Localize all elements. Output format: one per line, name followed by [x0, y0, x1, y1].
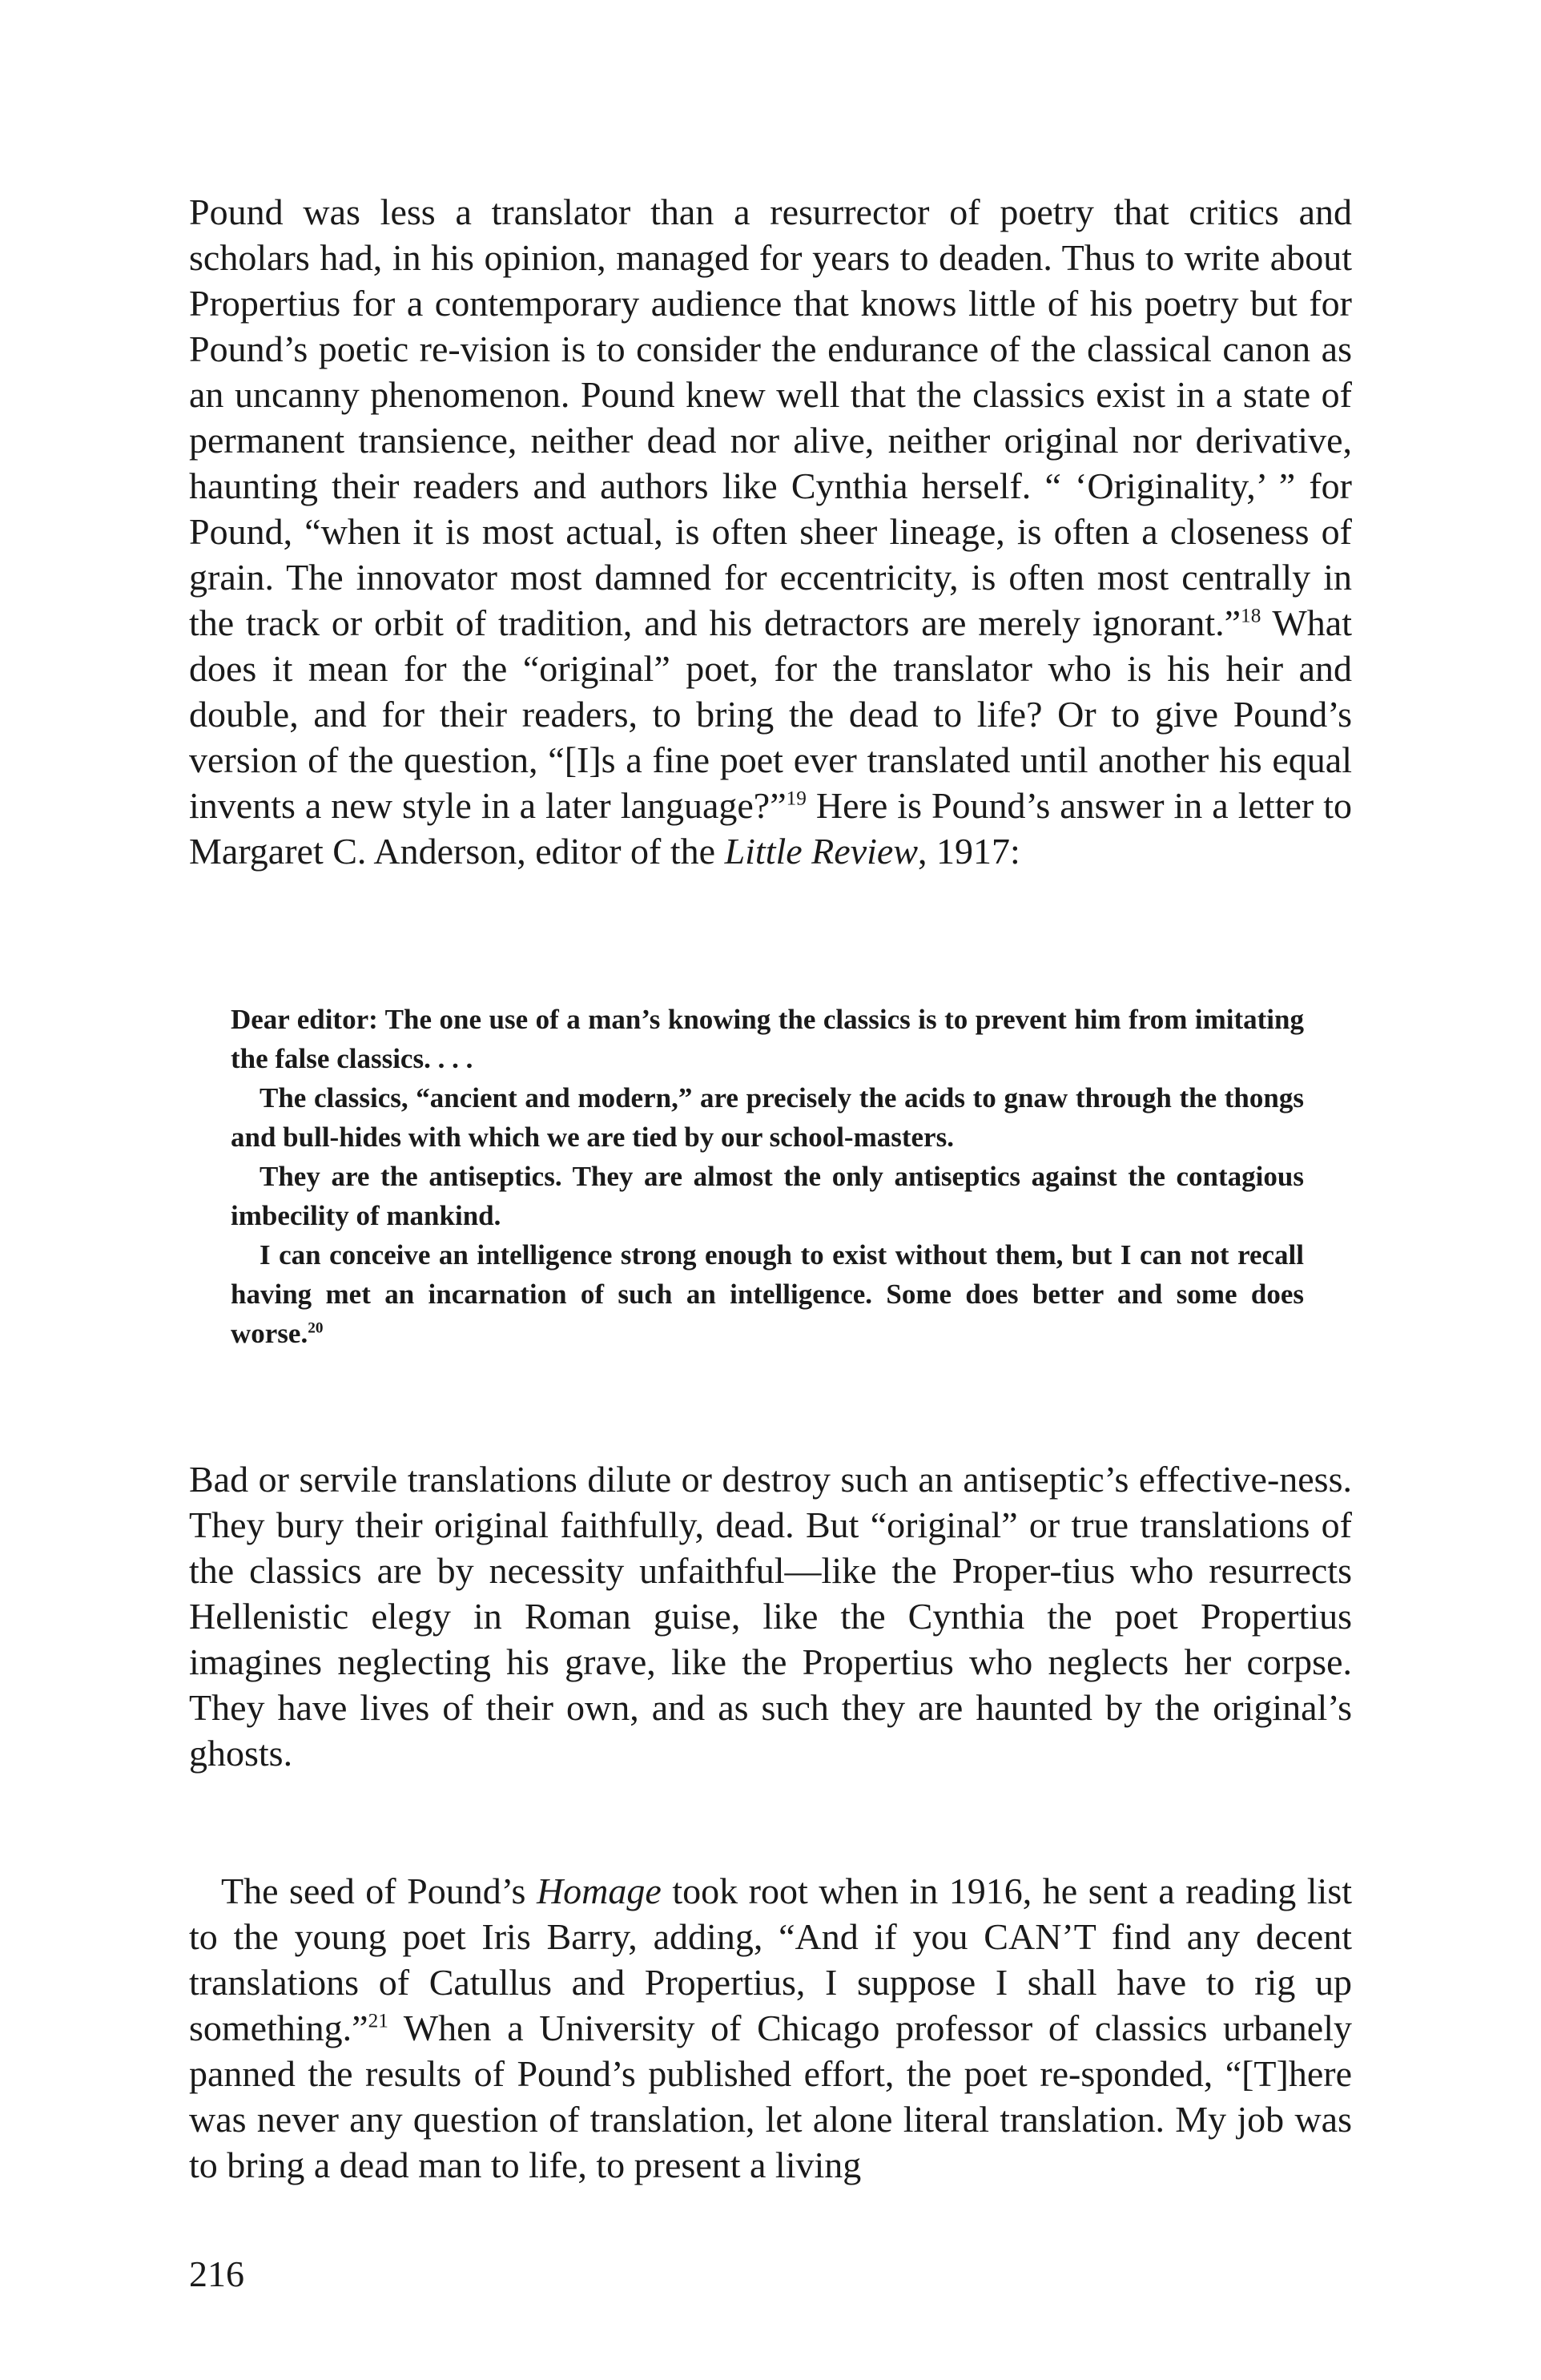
paragraph-1-text-b: What does it mean for the “original” poet, for the translator who is his heir and double, and for their readers, to bring the dead to life? Or to give Pound’s version of the question, “[I]s a fine poet ever translated until another his equal invents a new style in a later language?” — [189, 602, 1352, 826]
quote-line-3: They are the antiseptics. They are almost the only antiseptics against the contagious imbecility of mankind. — [231, 1161, 1304, 1231]
footnote-marker-19: 19 — [786, 787, 807, 810]
body-paragraph-2: Bad or servile translations dilute or destroy such an antiseptic’s effective-ness. They bury their original faithfully, dead. But “original” or true translations of the classics are by necessity unfaithful—like the Proper-tius who resurrects Hellenistic elegy in Roman guise, like the Cynthia the poet Propertius imagines neglecting his grave, like the Propertius who neglects her corpse. They have lives of their own, and as such they are haunted by the original’s ghosts. — [189, 1459, 1352, 1774]
paragraph-3-text-c: When a University of Chicago professor of classics urbanely panned the results of Pound’s published effort, the poet re-sponded, “[T]here was never any question of translation, let alone literal translation. My job was to bring a dead man to life, to present a living — [189, 2007, 1352, 2185]
quote-line-4-text: I can conceive an intelligence strong enough to exist without them, but I can not recall having met an incarnation of such an intelligence. Some does better and some does worse. — [231, 1239, 1304, 1349]
paragraph-3-text-a: The seed of Pound’s — [221, 1871, 537, 1911]
body-paragraph-1 — [189, 189, 1352, 874]
block-quote-pound-letter — [231, 1000, 1304, 1353]
page-number: 216 — [189, 2253, 244, 2294]
body-paragraph-3 — [189, 1868, 1352, 2188]
book-title-homage: Homage — [536, 1871, 662, 1911]
footnote-marker-20: 20 — [308, 1319, 324, 1337]
quote-line-2: The classics, “ancient and modern,” are precisely the acids to gnaw through the thongs and bull-hides with which we are tied by our school-masters. — [231, 1082, 1304, 1153]
quote-line-4 — [231, 1235, 1304, 1353]
footnote-marker-18: 18 — [1241, 604, 1261, 627]
paragraph-3-text-b: took root when in 1916, he sent a reading list to the young poet Iris Barry, adding, “And if you CAN’T find any decent translations of Catullus and Propertius, I suppose I shall have to rig up something.” — [189, 1871, 1352, 2048]
paragraph-1-text-a: Pound was less a translator than a resurrector of poetry that critics and scholars had, in his opinion, managed for years to deaden. Thus to write about Propertius for a contemporary audience that knows little of his poetry but for Pound’s poetic re-vision is to consider the endurance of the classical canon as an uncanny phenomenon. Pound knew well that the classics exist in a state of permanent transience, neither dead nor alive, neither original nor derivative, haunting their readers and authors like Cynthia herself. “ ‘Originality,’ ” for Pound, “when it is most actual, is often sheer lineage, is often a closeness of grain. The innovator most damned for eccentricity, is often most centrally in the track or orbit of tradition, and his detractors are merely ignorant.” — [189, 191, 1352, 643]
footnote-marker-21: 21 — [368, 2009, 388, 2032]
quote-line-1: Dear editor: The one use of a man’s knowing the classics is to prevent him from imitating the false classics. . . . — [231, 1004, 1304, 1074]
journal-title-little-review: Little Review — [724, 831, 918, 872]
paragraph-1-text-d: , 1917: — [918, 831, 1020, 872]
paragraph-1-text-c: Here is Pound’s answer in a letter to Margaret C. Anderson, editor of the — [189, 785, 1352, 872]
